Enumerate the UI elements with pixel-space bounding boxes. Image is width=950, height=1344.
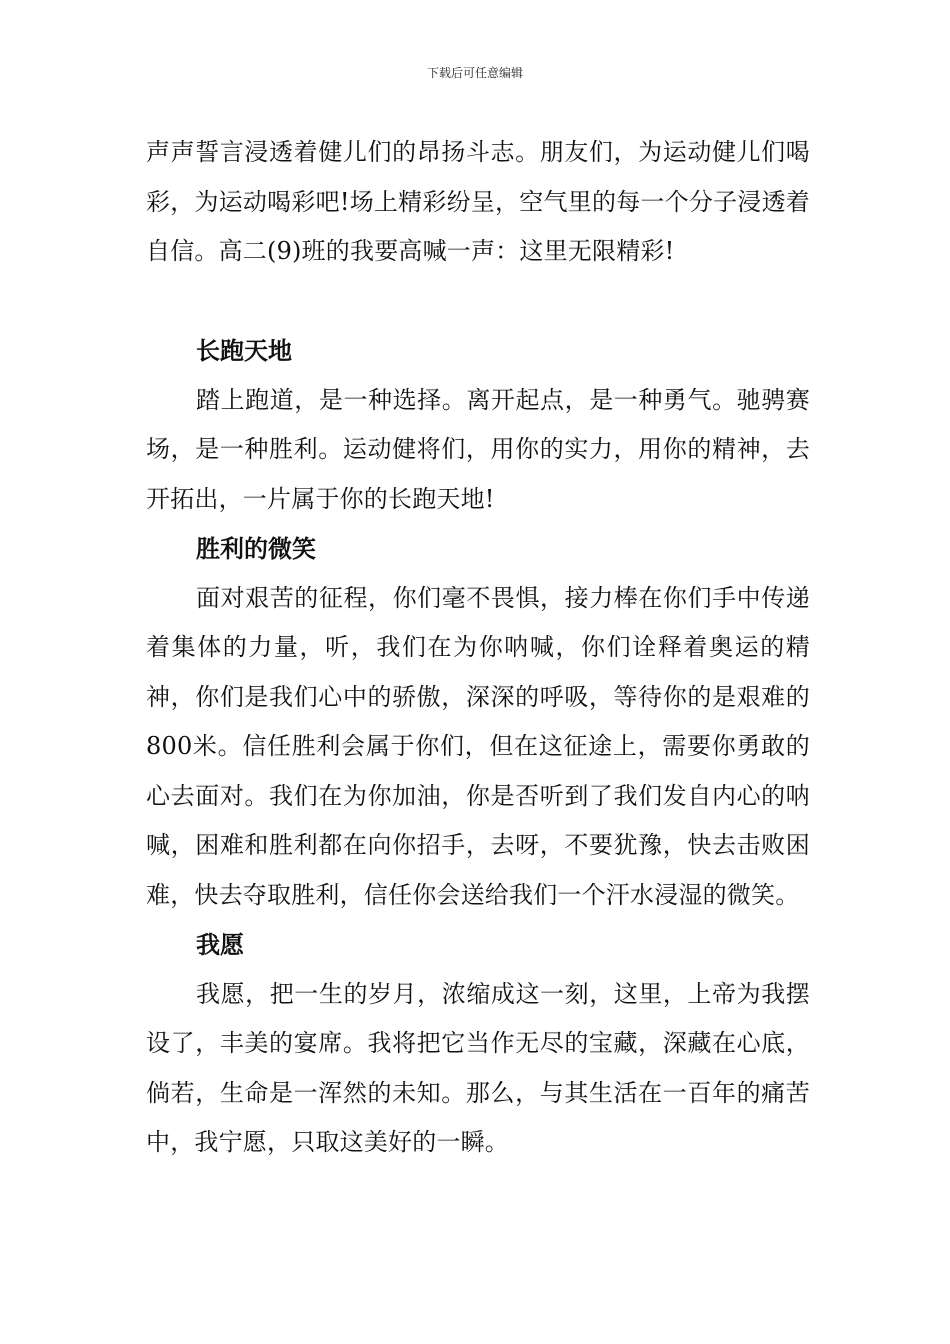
section-title-i-wish: 我愿 [196,930,244,959]
intro-paragraph: 声声誓言浸透着健儿们的昂扬斗志。朋友们，为运动健儿们喝彩，为运动喝彩吧!场上精彩纷呈，空气里的每一个分子浸透着自信。高二(9)班的我要高喊一声：这里无限精彩! [146,138,810,265]
section-title-long-run: 长跑天地 [196,336,292,365]
document-body [146,128,810,1168]
page-header: 下载后可任意编辑 [426,66,523,80]
section-spacer [146,277,810,327]
long-run-paragraph: 踏上跑道，是一种选择。离开起点，是一种勇气。驰骋赛场，是一种胜利。运动健将们，用你的实力，用你的精神，去开拓出，一片属于你的长跑天地! [146,385,810,513]
victory-smile-paragraph: 面对艰苦的征程，你们毫不畏惧，接力棒在你们手中传递着集体的力量，听，我们在为你呐喊，你们诠释着奥运的精神，你们是我们心中的骄傲，深深的呼吸，等待你的是艰难的800米。信任胜利会属于你们，但在这征途上，需要你勇敢的心去面对。我们在为你加油，你是否听到了我们发自内心的呐喊，困难和胜利都在向你招手，去呀，不要犹豫，快去击败困难，快去夺取胜利，信任你会送给我们一个汗水浸湿的微笑。 [146,583,810,909]
i-wish-paragraph: 我愿，把一生的岁月，浓缩成这一刻，这里，上帝为我摆设了，丰美的宴席。我将把它当作无尽的宝藏，深藏在心底，倘若，生命是一浑然的未知。那么，与其生活在一百年的痛苦中，我宁愿，只取这美好的一瞬。 [146,979,810,1156]
section-title-victory-smile: 胜利的微笑 [196,534,316,563]
